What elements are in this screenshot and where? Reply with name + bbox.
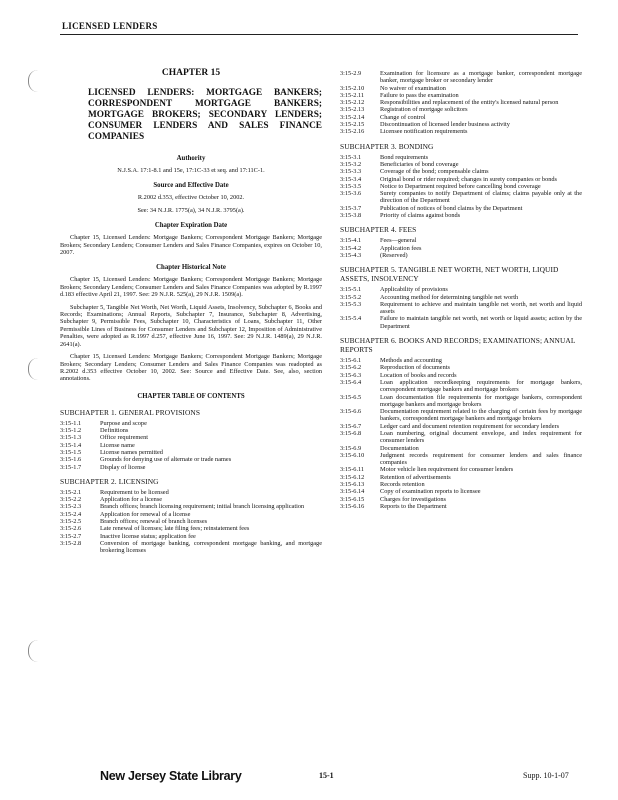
toc-entry: [340, 245, 582, 252]
toc-entry-title: Beneficiaries of bond coverage: [380, 160, 459, 168]
toc-entry-title: Change of control: [380, 113, 426, 121]
toc-entry-title: Reproduction of documents: [380, 364, 450, 372]
toc-entry-title: Fees—general: [380, 237, 417, 245]
toc-entry: [340, 379, 582, 394]
library-stamp: New Jersey State Library: [100, 769, 242, 783]
toc-entry: [340, 357, 582, 364]
toc-entry: [60, 449, 322, 456]
toc-entry-title: Licensee notification requirements: [380, 128, 468, 136]
binder-hole-mark: [28, 640, 43, 662]
toc-entry-number: 3:15-5.1: [340, 286, 362, 294]
toc-entry-number: 3:15-6.6: [340, 408, 362, 416]
toc-entry-title: Copy of examination reports to licensee: [380, 488, 481, 496]
toc-entry-number: 3:15-1.7: [60, 463, 82, 471]
toc-entry: [340, 394, 582, 409]
left-column: [60, 68, 322, 554]
toc-entry-number: 3:15-2.9: [340, 70, 362, 77]
toc-entry-number: 3:15-6.11: [340, 466, 365, 474]
toc-entry-number: 3:15-5.3: [340, 300, 362, 308]
toc-entry-title: Bond requirements: [380, 153, 429, 161]
subchapter-heading: SUBCHAPTER 6. BOOKS AND RECORDS; EXAMINATIONS; ANNUAL REPORTS: [340, 336, 576, 355]
toc-entry-number: 3:15-6.15: [340, 495, 365, 503]
chapter-number: CHAPTER 15: [161, 68, 221, 78]
toc-entry-title: Charges for investigations: [380, 495, 446, 503]
subchapter-heading: SUBCHAPTER 3. BONDING: [340, 141, 434, 151]
toc-entry: [340, 496, 582, 503]
subchapter-heading: SUBCHAPTER 2. LICENSING: [60, 476, 159, 486]
toc-entry: [340, 423, 582, 430]
toc-entry-title: Documentation: [380, 444, 419, 452]
toc-heading: CHAPTER TABLE OF CONTENTS: [137, 392, 245, 400]
toc-entry-number: 3:15-2.4: [60, 510, 82, 518]
toc-entry-number: 3:15-4.1: [340, 237, 362, 245]
toc-entry-number: 3:15-6.7: [340, 422, 362, 430]
toc-entry: [60, 540, 322, 555]
section-heading: Source and Effective Date: [153, 182, 229, 190]
toc-entry-title: License name: [100, 441, 135, 449]
running-head: LICENSED LENDERS: [62, 21, 158, 31]
toc-entry: [340, 452, 582, 467]
toc-entry-number: 3:15-6.1: [340, 357, 362, 365]
toc-entry-number: 3:15-6.8: [340, 429, 362, 437]
toc-entry-title: Ledger card and document retention requirement for secondary lenders: [380, 422, 560, 430]
toc-entry-number: 3:15-2.14: [340, 113, 365, 121]
toc-entry: [60, 503, 322, 510]
toc-entry-number: 3:15-2.8: [60, 539, 82, 547]
toc-entry-title: Registration of mortgage solicitors: [380, 106, 468, 114]
toc-entry-number: 3:15-3.5: [340, 182, 362, 190]
toc-entry-number: 3:15-1.6: [60, 456, 82, 464]
toc-entry: [60, 442, 322, 449]
binder-hole-mark: [28, 70, 43, 92]
section-paragraph: N.J.S.A. 17:1-8.1 and 15e, 17:1C-33 et seq. and 17:11C-1.: [117, 167, 265, 174]
toc-entry: [340, 106, 582, 113]
toc-entry-title: Application for a license: [100, 496, 163, 504]
toc-entry-number: 3:15-6.10: [340, 451, 365, 459]
toc-entry: [340, 481, 582, 488]
section-heading: Chapter Historical Note: [156, 264, 226, 272]
toc-entry: [340, 154, 582, 161]
toc-entry-title: Inactive license status; application fee: [100, 532, 196, 540]
toc-entry-number: 3:15-2.13: [340, 106, 365, 114]
toc-entry-title: Conversion of mortgage banking, correspondent mortgage banking, and mortgage brokering licenses: [100, 539, 322, 555]
toc-entry-title: Loan numbering, original document envelope, and index requirement for consumer lenders: [380, 429, 582, 445]
toc-entry-number: 3:15-2.1: [60, 488, 82, 496]
toc-entry-title: Methods and accounting: [380, 357, 442, 365]
section-heading: Authority: [176, 155, 206, 162]
toc-entry-title: Purpose and scope: [100, 419, 147, 427]
toc-entry: [60, 511, 322, 518]
toc-entry-number: 3:15-5.2: [340, 293, 362, 301]
toc-entry-number: 3:15-6.5: [340, 393, 362, 401]
toc-entry-number: 3:15-3.6: [340, 190, 362, 198]
toc-entry-title: Loan application recordkeeping requirements for mortgage bankers, correspondent mortgage bankers and mortgage brokers: [380, 378, 582, 394]
section-paragraph: Subchapter 5, Tangible Net Worth, Net Worth, Liquid Assets, Insolvency, Subchapter 6, Books and Records; Examinations; Annual Reports, Subchapter 7, Insurance, Subchapter 8, Advertising, Subchapter 9, Permissible Fees, Subchapter 10, Characteristics of Loans, Subchapter 11, Other Permissible Lines of Business for Consumer Lenders and Subchapter 12, Imposition of Administrative Penalties, were adopted as R.1997 d.257, effective June 16, 1997. See: 29 N.J.R. 1489(a), 29 N.J.R. 2641(a).: [60, 303, 322, 348]
toc-entry: [340, 252, 582, 259]
toc-entry-title: Display of license: [100, 463, 146, 471]
toc-entry: [340, 128, 582, 135]
toc-entry: [340, 212, 582, 219]
toc-entry-number: 3:15-3.8: [340, 212, 362, 220]
toc-entry-title: Original bond or rider required; changes in surety companies or bonds: [380, 175, 557, 183]
toc-entry-title: Accounting method for determining tangible net worth: [380, 293, 519, 301]
toc-entry: [60, 496, 322, 503]
toc-entry-number: 3:15-1.3: [60, 434, 82, 442]
toc-entry: [340, 92, 582, 99]
right-column: [340, 70, 582, 510]
toc-entry-number: 3:15-6.4: [340, 378, 362, 386]
toc-entry: [60, 456, 322, 463]
toc-entry: [340, 445, 582, 452]
toc-entry-number: 3:15-6.9: [340, 444, 362, 452]
toc-entry-title: No waiver of examination: [380, 84, 446, 92]
subchapter-heading: SUBCHAPTER 5. TANGIBLE NET WORTH, NET WORTH, LIQUID ASSETS, INSOLVENCY: [340, 265, 559, 284]
subchapter-heading: SUBCHAPTER 4. FEES: [340, 225, 417, 235]
binder-hole-mark: [28, 358, 43, 380]
toc-entry: [340, 99, 582, 106]
section-paragraph: Chapter 15, Licensed Lenders: Mortgage Bankers; Correspondent Mortgage Bankers; Mortgage Brokers; Secondary Lenders; Consumer Lenders and Sales Finance Companies was readopted as R.2002 d.353 effective October 10, 2002. See: Source and Effective Date. See, also, section annotations.: [60, 353, 322, 383]
toc-entry: [60, 533, 322, 540]
toc-entry-title: Coverage of the bond; compensable claims: [380, 168, 489, 176]
toc-entry: [60, 518, 322, 525]
toc-entry: [340, 474, 582, 481]
toc-entry-number: 3:15-4.2: [340, 244, 362, 252]
toc-entry-number: 3:15-2.3: [60, 503, 82, 511]
toc-entry: [60, 427, 322, 434]
toc-entry-title: Motor vehicle lien requirement for consumer lenders: [380, 466, 514, 474]
toc-entry: [60, 464, 322, 471]
supplement-date: Supp. 10-1-07: [523, 771, 569, 780]
toc-entry-title: (Reserved): [380, 251, 408, 259]
toc-entry-number: 3:15-2.7: [60, 532, 82, 540]
toc-entry: [340, 286, 582, 293]
toc-entry-number: 3:15-3.3: [340, 168, 362, 176]
toc-entry-number: 3:15-2.15: [340, 121, 365, 129]
section-heading: Chapter Expiration Date: [154, 222, 228, 230]
toc-entry-number: 3:15-4.3: [340, 251, 362, 259]
toc-entry-number: 3:15-2.12: [340, 99, 365, 107]
toc-entry-title: Location of books and records: [380, 371, 457, 379]
toc-entry: [340, 176, 582, 183]
toc-entry-number: 3:15-2.16: [340, 128, 365, 136]
toc-entry: [340, 430, 582, 445]
toc-entry-title: Requirement to be licensed: [100, 488, 169, 496]
toc-entry-number: 3:15-3.1: [340, 153, 362, 161]
page-number: 15-1: [319, 771, 334, 780]
toc-entry-title: Branch offices; renewal of branch licenses: [100, 517, 208, 525]
toc-entry-title: License names permitted: [100, 448, 163, 456]
toc-entry: [60, 489, 322, 496]
toc-entry: [340, 372, 582, 379]
left-toc: [60, 408, 322, 555]
toc-entry-number: 3:15-6.16: [340, 502, 365, 510]
toc-entry-number: 3:15-6.3: [340, 371, 362, 379]
toc-entry-number: 3:15-2.5: [60, 517, 82, 525]
toc-entry-title: Priority of claims against bonds: [380, 212, 461, 220]
toc-entry-title: Applicability of provisions: [380, 286, 448, 294]
toc-entry: [340, 294, 582, 301]
section-paragraph: Chapter 15, Licensed Lenders: Mortgage Bankers; Correspondent Mortgage Bankers; Mortgage Brokers; Secondary Lenders; Consumer Lenders and Sales Finance Companies, expires on October 10, 2007.: [60, 234, 322, 257]
toc-entry-title: Failure to pass the examination: [380, 91, 459, 99]
toc-entry-title: Loan documentation file requirements for mortgage bankers, correspondent mortgage bankers and mortgage brokers: [380, 393, 582, 408]
toc-entry: [60, 434, 322, 441]
toc-entry-title: Records retention: [380, 481, 425, 489]
toc-entry: [60, 525, 322, 532]
toc-entry: [340, 85, 582, 92]
toc-entry: [340, 183, 582, 190]
toc-entry-number: 3:15-2.2: [60, 496, 82, 504]
toc-entry-title: Examination for licensure as a mortgage banker, correspondent mortgage banker, mortgage broker or secondary lender: [380, 70, 582, 85]
toc-entry: [340, 237, 582, 244]
toc-entry-title: Documentation requirement related to the charging of certain fees by mortgage bankers, correspondent mortgage bankers and mortgage brokers: [380, 408, 582, 423]
toc-entry: [340, 488, 582, 495]
toc-entry-number: 3:15-2.10: [340, 84, 365, 92]
toc-entry-title: Branch offices; branch licensing requirement; initial branch licensing application: [100, 503, 305, 511]
toc-entry-title: Retention of advertisements: [380, 473, 451, 481]
toc-entry-number: 3:15-2.6: [60, 525, 82, 533]
toc-entry-title: Judgment records requirement for consumer lenders and sales finance companies: [380, 451, 582, 467]
right-toc: [340, 142, 582, 511]
toc-entry: [340, 205, 582, 212]
toc-entry-number: 3:15-6.12: [340, 473, 365, 481]
toc-entry-title: Requirement to achieve and maintain tangible net worth, net worth and liquid assets: [380, 300, 582, 316]
subchapter-heading: SUBCHAPTER 1. GENERAL PROVISIONS: [60, 407, 201, 417]
toc-entry-title: Failure to maintain tangible net worth, net worth or liquid assets; action by the Department: [380, 315, 582, 330]
toc-entry-title: Notice to Department required before cancelling bond coverage: [380, 182, 541, 190]
toc-entry: [340, 315, 582, 330]
toc-entry-title: Late renewal of licenses; late filing fees; reinstatement fees: [100, 525, 250, 533]
toc-entry: [340, 161, 582, 168]
toc-entry-title: Publication of notices of bond claims by the Department: [380, 204, 523, 212]
toc-entry-title: Definitions: [100, 427, 129, 435]
toc-entry: [340, 503, 582, 510]
toc-entry: [340, 190, 582, 205]
toc-entry: [340, 408, 582, 423]
toc-entry: [340, 168, 582, 175]
toc-entry-title: Grounds for denying use of alternate or trade names: [100, 456, 232, 464]
header-rule: [60, 34, 578, 35]
toc-entry-title: Responsibilities and replacement of the entity's licensed natural person: [380, 99, 559, 107]
toc-entry-number: 3:15-6.2: [340, 364, 362, 372]
toc-entry-title: Reports to the Department: [380, 502, 447, 510]
toc-entry: [340, 301, 582, 316]
toc-entry-number: 3:15-1.2: [60, 427, 82, 435]
right-toc-continued: [340, 70, 582, 136]
front-matter-sections: [60, 155, 322, 383]
toc-entry-number: 3:15-2.11: [340, 91, 365, 99]
section-paragraph: R.2002 d.353, effective October 10, 2002.: [137, 194, 245, 202]
toc-entry-number: 3:15-6.14: [340, 488, 365, 496]
section-paragraph: Chapter 15, Licensed Lenders: Mortgage Bankers; Correspondent Mortgage Bankers; Mortgage Brokers; Secondary Lenders; Consumer Lenders and Sales Finance Companies was adopted by R.1997 d.183 effective April 21, 1997. See: 29 N.J.R. 525(a), 29 N.J.R. 1509(a).: [60, 276, 322, 299]
toc-entry: [340, 364, 582, 371]
toc-entry: [340, 466, 582, 473]
toc-entry-title: Surety companies to notify Department of claims; claims payable only at the direction of the Department: [380, 190, 582, 205]
toc-entry-title: Application for renewal of a license: [100, 510, 191, 518]
toc-entry: [340, 114, 582, 121]
section-paragraph: See: 34 N.J.R. 1775(a), 34 N.J.R. 3795(a).: [137, 206, 245, 214]
toc-entry: [60, 420, 322, 427]
toc-entry: [340, 70, 582, 85]
toc-entry-title: Application fees: [380, 244, 422, 252]
toc-entry-number: 3:15-1.4: [60, 441, 82, 449]
toc-entry-number: 3:15-1.1: [60, 419, 82, 427]
chapter-title: LICENSED LENDERS: MORTGAGE BANKERS; CORRESPONDENT MORTGAGE BANKERS; MORTGAGE BROKERS; SECONDARY LENDERS; CONSUMER LENDERS AND SALES FINANCE COMPANIES: [88, 88, 322, 142]
toc-entry-number: 3:15-3.2: [340, 160, 362, 168]
toc-entry-title: Office requirement: [100, 434, 148, 442]
toc-entry-title: Discontinuation of licensed lender business activity: [380, 121, 510, 129]
toc-entry-number: 3:15-1.5: [60, 448, 82, 456]
toc-entry-number: 3:15-5.4: [340, 315, 362, 323]
toc-entry-number: 3:15-3.4: [340, 175, 362, 183]
toc-entry-number: 3:15-6.13: [340, 481, 365, 489]
toc-entry: [340, 121, 582, 128]
toc-entry-number: 3:15-3.7: [340, 204, 362, 212]
